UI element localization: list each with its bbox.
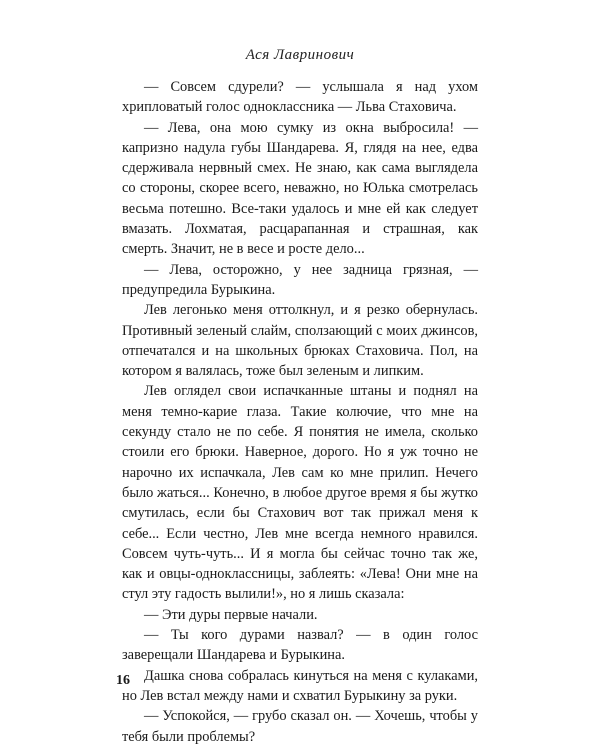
running-header: Ася Лавринович bbox=[245, 47, 355, 63]
paragraph: — Успокойся, — грубо сказал он. — Хочешь, чтобы у тебя были проблемы? bbox=[122, 708, 478, 745]
paragraph: — Совсем сдурели? — услышала я над ухом хрипловатый голос одноклассника — Льва Стаховича. bbox=[122, 79, 478, 116]
body-text bbox=[122, 77, 478, 747]
paragraph: Дашка снова собралась кинуться на меня с кулаками, но Лев встал между нами и схватил Бурыкину за руки. bbox=[122, 667, 478, 704]
paragraph: — Лева, осторожно, у нее задница грязная, — предупредила Бурыкина. bbox=[122, 261, 478, 298]
page-number: 16 bbox=[116, 673, 130, 688]
paragraph: — Ты кого дурами назвал? — в один голос заверещали Шандарева и Бурыкина. bbox=[122, 627, 478, 664]
paragraph: Лев легонько меня оттолкнул, и я резко обернулась. Противный зеленый слайм, сползающий с моих джинсов, отпечатался и на школьных брюках Стаховича. Пол, на котором я валялась, тоже был зеленым и липким. bbox=[122, 302, 478, 380]
paragraph: — Эти дуры первые начали. bbox=[144, 606, 318, 623]
paragraph: Лев оглядел свои испачканные штаны и поднял на меня темно-карие глаза. Такие колючие, что мне на секунду стало не по себе. Я понятия не имела, сколько стоили его брюки. Наверное, дорого. Но я уж точно не нарочно их испачкала, Лев сам ко мне прилип. Нечего было жаться... Конечно, в любое другое время я бы жутко смутилась, если бы Стахович вот так прижал меня к себе... Если честно, Лев мне всегда немного нравился. Совсем чуть-чуть... И я могла бы сейчас точно так же, как и овцы-одноклассницы, заблеять: «Лева! Они мне на стул эту гадость вылили!», но я лишь сказала: bbox=[122, 383, 478, 603]
paragraph: — Лева, она мою сумку из окна выбросила! — капризно надула губы Шандарева. Я, глядя на нее, едва сдерживала нервный смех. Не знаю, как сама выглядела со стороны, скорее всего, неважно, но Юлька смотрелась весьма потешно. Все-таки удалось и мне ей как следует вмазать. Лохматая, расцарапанная и страшная, как смерть. Значит, не в весе и росте дело... bbox=[122, 119, 478, 258]
